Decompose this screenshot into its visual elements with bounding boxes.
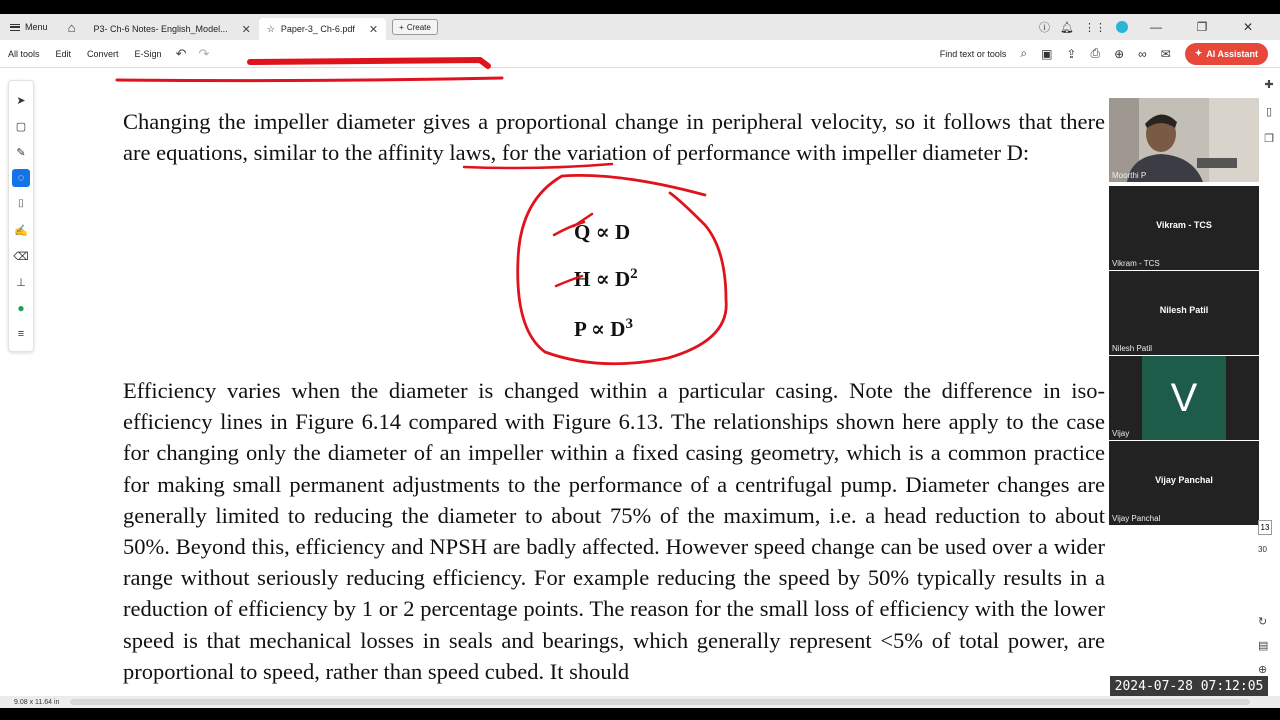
- pin-icon[interactable]: ⊥: [16, 276, 26, 289]
- person-video-icon: [1109, 98, 1259, 182]
- formula-head: $H \propto D^2$: [574, 266, 638, 291]
- formula-flow: Q ∝ D: [574, 220, 631, 244]
- participant-camera: [1109, 98, 1259, 182]
- paragraph-efficiency: Efficiency varies when the diameter is changed within a particular casing. Note the difference in iso-efficiency lines in Figure 6.14 compared with Figure 6.13. The relationships shown here apply to the case for changing only the diameter of an impeller within a fixed casing geometry, which is a common practice for making small permanent adjustments to the performance of a centrifugal pump. Diameter changes are generally limited to reducing the diameter to about 75% of the maximum, i.e. a head reduction to about 50%. Beyond this, efficiency and NPSH are badly affected. However speed change can be used over a wider range without seriously reducing efficiency. For example reducing the speed by 50% typically results in a reduction of efficiency by 1 or 2 percentage points. The reason for the small loss of efficiency with the lower speed is that mechanical losses in seals and bearings, which generally represent <5% of total power, are proportional to speed, rather than speed cubed. It should: [123, 378, 1105, 684]
- pdf-page: [100, 68, 1110, 696]
- participant-tile-vikram[interactable]: [1109, 186, 1259, 270]
- participant-label: Nilesh Patil: [1112, 344, 1153, 353]
- eraser-icon[interactable]: ⌫: [13, 250, 29, 263]
- top-letterbox: [0, 0, 1280, 14]
- help-icon[interactable]: ⓘ: [1039, 22, 1051, 34]
- page-view-icon[interactable]: ▤: [1258, 640, 1269, 652]
- upload-icon[interactable]: ⇪: [1066, 46, 1077, 61]
- search-icon[interactable]: ⌕: [1020, 46, 1028, 60]
- text-select-icon[interactable]: ⌷: [17, 197, 25, 210]
- zoom-in-icon[interactable]: ⊕: [1258, 664, 1268, 676]
- participant-tile-moorthi[interactable]: [1109, 98, 1259, 182]
- esign-button[interactable]: E-Sign: [134, 48, 162, 59]
- cloud-icon[interactable]: [1116, 21, 1128, 33]
- participant-tile-vijay-panchal[interactable]: [1109, 441, 1259, 525]
- fill-sign-icon[interactable]: ✍: [14, 224, 28, 237]
- line-weight-icon[interactable]: ≡: [17, 328, 25, 340]
- participant-tile-nilesh[interactable]: [1109, 271, 1259, 355]
- bell-icon[interactable]: 🔔︎: [1060, 21, 1074, 34]
- save-icon[interactable]: ▣: [1041, 46, 1053, 61]
- recording-timestamp: 2024-07-28 07:12:05: [1110, 676, 1268, 696]
- horizontal-scrollbar[interactable]: [70, 699, 1250, 705]
- color-dot-icon[interactable]: ●: [17, 301, 25, 315]
- tab-label: P3- Ch-6 Notes- English_Model...: [93, 24, 228, 34]
- all-tools-button[interactable]: All tools: [8, 48, 40, 59]
- formula-power: $P \propto D^3$: [574, 316, 633, 341]
- tab-notes[interactable]: [86, 18, 259, 40]
- participant-name: Vikram - TCS: [1156, 220, 1212, 230]
- right-bottom-controls: [1258, 615, 1268, 676]
- apps-icon[interactable]: ⋮⋮: [1084, 21, 1106, 34]
- refresh-icon[interactable]: ↻: [1258, 616, 1268, 628]
- toolbar-right: [940, 43, 1280, 65]
- participant-label: Vijay Panchal: [1112, 514, 1161, 523]
- bottom-letterbox: [0, 708, 1280, 720]
- close-icon[interactable]: ✕: [241, 23, 251, 36]
- edit-button[interactable]: Edit: [55, 48, 72, 59]
- participant-label: Vijay: [1112, 429, 1130, 438]
- tab-label: Paper-3_ Ch-6.pdf: [280, 24, 355, 34]
- hamburger-icon: [10, 24, 20, 31]
- close-icon[interactable]: ✕: [368, 23, 379, 36]
- main-toolbar: [0, 40, 1280, 68]
- create-label: Create: [406, 22, 431, 32]
- print-icon[interactable]: ⎙: [1090, 46, 1101, 60]
- participant-name: Vijay Panchal: [1155, 475, 1213, 485]
- lasso-icon[interactable]: ◌: [12, 169, 30, 187]
- close-window-icon[interactable]: ✕: [1242, 20, 1254, 34]
- convert-button[interactable]: Convert: [87, 48, 119, 59]
- menu-label: Menu: [25, 22, 48, 32]
- participant-label: Vikram - TCS: [1112, 259, 1160, 268]
- share-icon[interactable]: ⊕: [1114, 46, 1125, 61]
- page-number-input[interactable]: 13: [1258, 520, 1272, 535]
- redo-icon[interactable]: ↷: [198, 45, 210, 61]
- link-icon[interactable]: ∞: [1138, 46, 1147, 61]
- tab-bar: [0, 14, 1280, 40]
- avatar: V: [1142, 356, 1226, 440]
- select-cursor-icon[interactable]: ➤: [16, 94, 26, 107]
- bookmark-icon[interactable]: ▯: [1265, 106, 1273, 118]
- mail-icon[interactable]: ✉: [1160, 46, 1171, 61]
- paragraph-affinity-intro: Changing the impeller diameter gives a proportional change in peripheral velocity, so it follows that there are equations, similar to the affinity laws, for the variation of performance with impeller diameter D:: [123, 109, 1105, 166]
- page-total: 30: [1258, 545, 1267, 554]
- pages-icon[interactable]: ❐: [1264, 133, 1274, 145]
- find-tools-label[interactable]: Find text or tools: [939, 48, 1007, 59]
- create-button[interactable]: [392, 19, 438, 35]
- left-tool-rail: [8, 80, 34, 352]
- plus-icon: +: [399, 22, 404, 32]
- maximize-icon[interactable]: ❐: [1196, 20, 1208, 34]
- ai-assistant-label: AI Assistant: [1206, 48, 1258, 59]
- minimize-icon[interactable]: —: [1150, 20, 1162, 34]
- comment-panel-icon[interactable]: ✚: [1264, 79, 1274, 91]
- right-side-rail: [1258, 72, 1280, 272]
- star-icon[interactable]: ☆: [266, 23, 275, 34]
- tab-paper[interactable]: [259, 18, 386, 40]
- ai-assistant-button[interactable]: [1185, 43, 1268, 65]
- menu-button[interactable]: [0, 14, 58, 40]
- participant-tile-vijay[interactable]: [1109, 356, 1259, 440]
- comment-icon[interactable]: ▢: [15, 120, 27, 133]
- pen-icon[interactable]: ✎: [16, 146, 26, 159]
- undo-icon[interactable]: ↶: [175, 45, 187, 61]
- video-call-panel: [1109, 98, 1259, 526]
- ai-sparkle-icon: ✦: [1194, 48, 1203, 58]
- participant-label: Moorthi P: [1112, 171, 1147, 180]
- page-size-label: 9.08 x 11.64 in: [14, 698, 60, 706]
- participant-name: Nilesh Patil: [1159, 305, 1209, 315]
- home-icon[interactable]: ⌂: [67, 19, 76, 35]
- window-controls: [1039, 19, 1280, 35]
